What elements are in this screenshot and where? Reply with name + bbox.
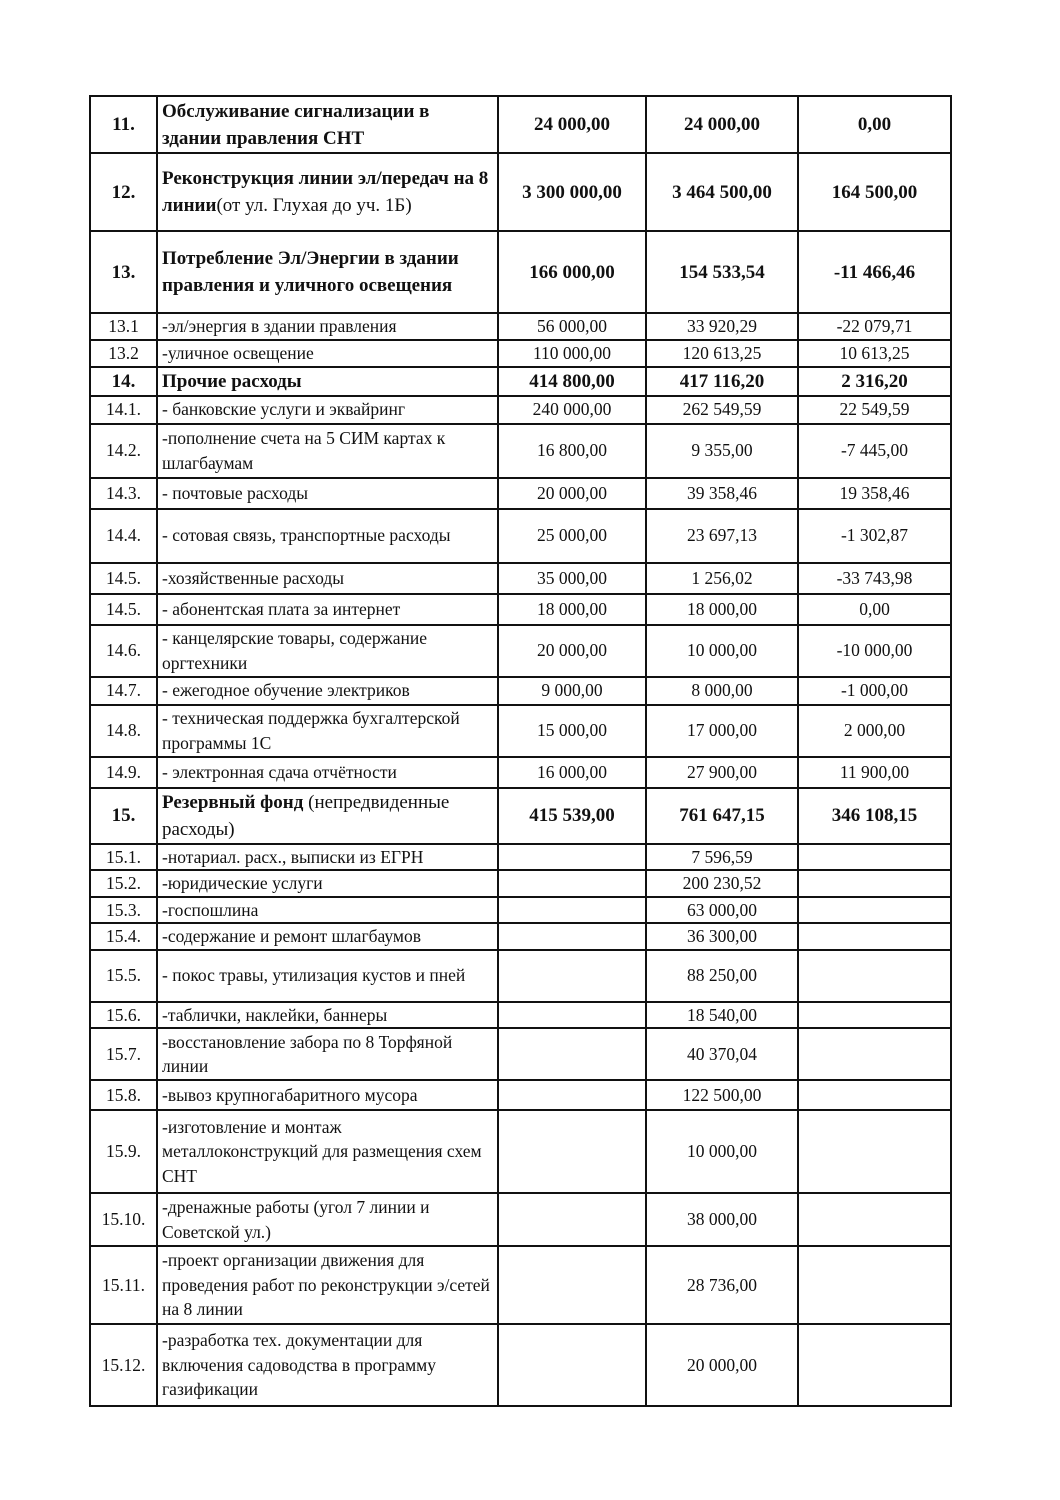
expense-name-cell <box>157 1080 498 1110</box>
expense-name-cell <box>157 153 498 231</box>
plan-amount-cell: 35 000,00 <box>498 563 646 594</box>
row-number-cell: 13.1 <box>90 313 157 340</box>
row-number-cell: 15.6. <box>90 1002 157 1029</box>
plan-amount-cell <box>498 1324 646 1406</box>
difference-amount-cell: 2 000,00 <box>798 705 951 757</box>
table-row <box>90 1110 951 1193</box>
row-number-cell: 15.2. <box>90 870 157 897</box>
table-row <box>90 231 951 313</box>
expense-name: -дренажные работы (угол 7 линии и Советской ул.) <box>162 1197 430 1242</box>
expense-name: - банковские услуги и эквайринг <box>162 399 406 420</box>
row-number-cell: 14.9. <box>90 757 157 788</box>
difference-amount-cell <box>798 1246 951 1324</box>
difference-amount-cell: 0,00 <box>798 96 951 153</box>
expense-name: -разработка тех. документации для включения садоводства в программу газификации <box>162 1330 437 1400</box>
expense-name-cell <box>157 1002 498 1029</box>
expense-name-cell <box>157 897 498 924</box>
fact-amount-cell: 200 230,52 <box>646 870 798 897</box>
expense-name-cell <box>157 231 498 313</box>
budget-table-body <box>90 96 951 1406</box>
expense-name: -хозяйственные расходы <box>162 567 345 588</box>
difference-amount-cell: 10 613,25 <box>798 340 951 367</box>
difference-amount-cell: -11 466,46 <box>798 231 951 313</box>
row-number-cell: 15.9. <box>90 1110 157 1193</box>
expense-name: - ежегодное обучение электриков <box>162 680 410 701</box>
expense-name-cell <box>157 923 498 950</box>
table-row <box>90 1002 951 1029</box>
difference-amount-cell: 19 358,46 <box>798 478 951 509</box>
table-row <box>90 788 951 844</box>
row-number-cell: 11. <box>90 96 157 153</box>
difference-amount-cell: -1 000,00 <box>798 677 951 705</box>
difference-amount-cell: 164 500,00 <box>798 153 951 231</box>
plan-amount-cell: 15 000,00 <box>498 705 646 757</box>
plan-amount-cell: 240 000,00 <box>498 396 646 424</box>
expense-name-cell <box>157 705 498 757</box>
plan-amount-cell <box>498 870 646 897</box>
plan-amount-cell: 20 000,00 <box>498 625 646 677</box>
expense-name: -проект организации движения для проведения работ по реконструкции э/сетей на 8 линии <box>162 1250 490 1320</box>
fact-amount-cell: 262 549,59 <box>646 396 798 424</box>
expense-name: -вывоз крупногабаритного мусора <box>162 1084 418 1105</box>
expense-name: -таблички, наклейки, баннеры <box>162 1004 388 1025</box>
row-number-cell: 14.3. <box>90 478 157 509</box>
expense-name-cell <box>157 1324 498 1406</box>
fact-amount-cell: 24 000,00 <box>646 96 798 153</box>
difference-amount-cell <box>798 950 951 1002</box>
expense-name-cell <box>157 1110 498 1193</box>
plan-amount-cell: 110 000,00 <box>498 340 646 367</box>
fact-amount-cell: 154 533,54 <box>646 231 798 313</box>
table-row <box>90 625 951 677</box>
expense-name: Реконструкция линии эл/передач на 8 линии <box>162 168 489 216</box>
plan-amount-cell <box>498 1002 646 1029</box>
expense-name: Обслуживание сигнализации в здании правления СНТ <box>162 100 430 149</box>
fact-amount-cell: 1 256,02 <box>646 563 798 594</box>
table-row <box>90 313 951 340</box>
plan-amount-cell: 9 000,00 <box>498 677 646 705</box>
row-number-cell: 14.1. <box>90 396 157 424</box>
table-row <box>90 705 951 757</box>
expense-name: -госпошлина <box>162 899 259 920</box>
plan-amount-cell: 414 800,00 <box>498 367 646 396</box>
expense-name: -восстановление забора по 8 Торфяной линии <box>162 1031 453 1076</box>
difference-amount-cell <box>798 1080 951 1110</box>
difference-amount-cell: -7 445,00 <box>798 424 951 478</box>
fact-amount-cell: 27 900,00 <box>646 757 798 788</box>
expense-name-cell <box>157 313 498 340</box>
plan-amount-cell <box>498 844 646 871</box>
expense-name-cell <box>157 396 498 424</box>
difference-amount-cell <box>798 1324 951 1406</box>
fact-amount-cell: 28 736,00 <box>646 1246 798 1324</box>
plan-amount-cell: 16 000,00 <box>498 757 646 788</box>
difference-amount-cell <box>798 844 951 871</box>
fact-amount-cell: 38 000,00 <box>646 1193 798 1246</box>
fact-amount-cell: 761 647,15 <box>646 788 798 844</box>
row-number-cell: 15.10. <box>90 1193 157 1246</box>
table-row <box>90 1246 951 1324</box>
plan-amount-cell: 166 000,00 <box>498 231 646 313</box>
row-number-cell: 13. <box>90 231 157 313</box>
row-number-cell: 15.3. <box>90 897 157 924</box>
fact-amount-cell: 17 000,00 <box>646 705 798 757</box>
plan-amount-cell: 20 000,00 <box>498 478 646 509</box>
fact-amount-cell: 7 596,59 <box>646 844 798 871</box>
expense-name-cell <box>157 757 498 788</box>
table-row <box>90 1028 951 1080</box>
table-row <box>90 757 951 788</box>
expense-name: -пополнение счета на 5 СИМ картах к шлагбаумам <box>162 428 446 473</box>
row-number-cell: 14.2. <box>90 424 157 478</box>
fact-amount-cell: 63 000,00 <box>646 897 798 924</box>
expense-name-cell <box>157 677 498 705</box>
expense-name-cell <box>157 424 498 478</box>
table-row <box>90 677 951 705</box>
expense-name: - покос травы, утилизация кустов и пней <box>162 965 466 986</box>
expense-name-cell <box>157 1193 498 1246</box>
table-row <box>90 897 951 924</box>
row-number-cell: 12. <box>90 153 157 231</box>
fact-amount-cell: 8 000,00 <box>646 677 798 705</box>
row-number-cell: 15.8. <box>90 1080 157 1110</box>
budget-table <box>89 95 952 1407</box>
plan-amount-cell <box>498 1110 646 1193</box>
row-number-cell: 13.2 <box>90 340 157 367</box>
row-number-cell: 14.7. <box>90 677 157 705</box>
table-row <box>90 563 951 594</box>
expense-name: -юридические услуги <box>162 873 323 893</box>
table-row <box>90 923 951 950</box>
plan-amount-cell <box>498 950 646 1002</box>
difference-amount-cell: -10 000,00 <box>798 625 951 677</box>
expense-name-cell <box>157 870 498 897</box>
expense-name: -нотариал. расх., выписки из ЕГРН <box>162 846 424 867</box>
expense-name: - сотовая связь, транспортные расходы <box>162 525 451 546</box>
plan-amount-cell <box>498 1028 646 1080</box>
expense-name-cell <box>157 788 498 844</box>
table-row <box>90 478 951 509</box>
table-row <box>90 1193 951 1246</box>
difference-amount-cell <box>798 923 951 950</box>
difference-amount-cell <box>798 1193 951 1246</box>
difference-amount-cell <box>798 1110 951 1193</box>
expense-name-cell <box>157 509 498 563</box>
plan-amount-cell <box>498 1193 646 1246</box>
expense-name-cell <box>157 1246 498 1324</box>
expense-name: - электронная сдача отчётности <box>162 761 397 782</box>
table-row <box>90 594 951 625</box>
row-number-cell: 15.7. <box>90 1028 157 1080</box>
table-row <box>90 844 951 871</box>
row-number-cell: 15.5. <box>90 950 157 1002</box>
expense-name: -изготовление и монтаж металлоконструкций для размещения схем СНТ <box>162 1116 482 1186</box>
fact-amount-cell: 18 000,00 <box>646 594 798 625</box>
table-row <box>90 396 951 424</box>
expense-name: - техническая поддержка бухгалтерской программы 1С <box>162 708 460 753</box>
expense-note: (непредвиденные расходы) <box>162 791 450 840</box>
row-number-cell: 15. <box>90 788 157 844</box>
row-number-cell: 14.6. <box>90 625 157 677</box>
fact-amount-cell: 417 116,20 <box>646 367 798 396</box>
expense-name-cell <box>157 594 498 625</box>
table-row <box>90 96 951 153</box>
difference-amount-cell: 11 900,00 <box>798 757 951 788</box>
expense-name-cell <box>157 367 498 396</box>
row-number-cell: 15.11. <box>90 1246 157 1324</box>
fact-amount-cell: 36 300,00 <box>646 923 798 950</box>
expense-name-cell <box>157 478 498 509</box>
plan-amount-cell: 3 300 000,00 <box>498 153 646 231</box>
row-number-cell: 14.8. <box>90 705 157 757</box>
row-number-cell: 14.4. <box>90 509 157 563</box>
plan-amount-cell <box>498 923 646 950</box>
expense-name-cell <box>157 1028 498 1080</box>
expense-name-cell <box>157 625 498 677</box>
expense-name: - канцелярские товары, содержание оргтехники <box>162 628 428 673</box>
expense-note: (от ул. Глухая до уч. 1Б) <box>216 195 412 216</box>
expense-name-cell <box>157 563 498 594</box>
fact-amount-cell: 39 358,46 <box>646 478 798 509</box>
expense-name-cell <box>157 844 498 871</box>
difference-amount-cell: 2 316,20 <box>798 367 951 396</box>
difference-amount-cell: -1 302,87 <box>798 509 951 563</box>
fact-amount-cell: 33 920,29 <box>646 313 798 340</box>
expense-name-cell <box>157 96 498 153</box>
difference-amount-cell: 0,00 <box>798 594 951 625</box>
row-number-cell: 14.5. <box>90 563 157 594</box>
fact-amount-cell: 20 000,00 <box>646 1324 798 1406</box>
expense-name-cell <box>157 950 498 1002</box>
plan-amount-cell <box>498 1246 646 1324</box>
row-number-cell: 15.4. <box>90 923 157 950</box>
fact-amount-cell: 10 000,00 <box>646 1110 798 1193</box>
row-number-cell: 14. <box>90 367 157 396</box>
plan-amount-cell <box>498 897 646 924</box>
difference-amount-cell <box>798 1002 951 1029</box>
expense-name-cell <box>157 340 498 367</box>
difference-amount-cell <box>798 897 951 924</box>
table-row <box>90 1080 951 1110</box>
difference-amount-cell: -33 743,98 <box>798 563 951 594</box>
difference-amount-cell <box>798 1028 951 1080</box>
expense-name: -уличное освещение <box>162 342 314 363</box>
fact-amount-cell: 10 000,00 <box>646 625 798 677</box>
table-row <box>90 340 951 367</box>
plan-amount-cell <box>498 1080 646 1110</box>
expense-name: -содержание и ремонт шлагбаумов <box>162 926 422 946</box>
expense-name: Потребление Эл/Энергии в здании правления и уличного освещения <box>162 248 459 296</box>
row-number-cell: 15.12. <box>90 1324 157 1406</box>
fact-amount-cell: 40 370,04 <box>646 1028 798 1080</box>
expense-name: -эл/энергия в здании правления <box>162 316 397 336</box>
table-row <box>90 424 951 478</box>
expense-name: - абонентская плата за интернет <box>162 598 401 619</box>
table-row <box>90 509 951 563</box>
fact-amount-cell: 120 613,25 <box>646 340 798 367</box>
plan-amount-cell: 25 000,00 <box>498 509 646 563</box>
table-row <box>90 950 951 1002</box>
table-row <box>90 1324 951 1406</box>
fact-amount-cell: 3 464 500,00 <box>646 153 798 231</box>
difference-amount-cell: 346 108,15 <box>798 788 951 844</box>
fact-amount-cell: 9 355,00 <box>646 424 798 478</box>
difference-amount-cell: -22 079,71 <box>798 313 951 340</box>
plan-amount-cell: 56 000,00 <box>498 313 646 340</box>
plan-amount-cell: 415 539,00 <box>498 788 646 844</box>
table-row <box>90 870 951 897</box>
fact-amount-cell: 88 250,00 <box>646 950 798 1002</box>
fact-amount-cell: 23 697,13 <box>646 509 798 563</box>
expense-name: Прочие расходы <box>162 370 302 392</box>
expense-name: Резервный фонд <box>162 791 304 813</box>
table-row <box>90 153 951 231</box>
row-number-cell: 15.1. <box>90 844 157 871</box>
fact-amount-cell: 122 500,00 <box>646 1080 798 1110</box>
plan-amount-cell: 16 800,00 <box>498 424 646 478</box>
table-row <box>90 367 951 396</box>
difference-amount-cell <box>798 870 951 897</box>
plan-amount-cell: 24 000,00 <box>498 96 646 153</box>
fact-amount-cell: 18 540,00 <box>646 1002 798 1029</box>
difference-amount-cell: 22 549,59 <box>798 396 951 424</box>
expense-name: - почтовые расходы <box>162 482 309 503</box>
plan-amount-cell: 18 000,00 <box>498 594 646 625</box>
row-number-cell: 14.5. <box>90 594 157 625</box>
